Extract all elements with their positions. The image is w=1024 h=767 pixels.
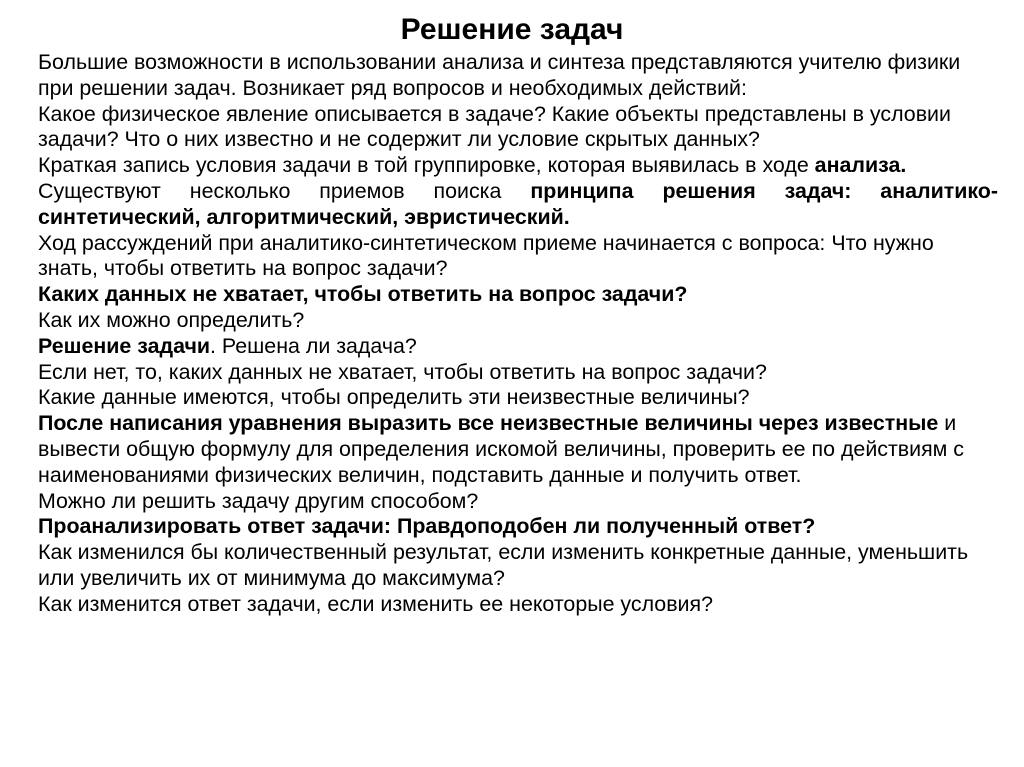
paragraph-reasoning: Ход рассуждений при аналитико-синтетическом приеме начинается с вопроса: Что нужно знать, чтобы ответить на вопрос задачи? <box>38 230 934 281</box>
short-notation-text: Краткая запись условия задачи в той группировке, которая выявилась в ходе <box>38 153 815 178</box>
paragraph-solution <box>38 334 998 360</box>
equation-text: и вывести общую формулу для определения искомой величины, проверить ее по действиям с наименованиями физических величин, подставить данные и получить ответ. <box>38 411 965 487</box>
paragraph-short-notation <box>38 153 998 179</box>
paragraph-intro: Большие возможности в использовании анализа и синтеза представляются учителю физики при решении задач. Возникает ряд вопросов и необходимых действий: <box>38 50 961 100</box>
paragraph-analyze-answer <box>38 514 998 540</box>
solution-bold: Решение задачи <box>38 333 211 358</box>
solution-text: . Решена ли задача? <box>210 333 417 358</box>
equation-bold: После написания уравнения выразить все неизвестные величины через известные <box>38 411 939 436</box>
paragraph-missing-data <box>38 282 998 308</box>
missing-data-bold: Каких данных не хватает, чтобы ответить на вопрос задачи? <box>38 282 688 307</box>
paragraph-available-data: Какие данные имеются, чтобы определить эти неизвестные величины? <box>38 385 750 410</box>
methods-bold: принципа решения задач: аналитико-синтетический, алгоритмический, эвристический. <box>38 178 998 229</box>
paragraph-if-not: Если нет, то, каких данных не хватает, чтобы ответить на вопрос задачи? <box>38 359 767 384</box>
short-notation-bold: анализа. <box>814 153 907 178</box>
paragraph-other-way: Можно ли решить задачу другим способом? <box>38 488 479 513</box>
slide-title: Решение задач <box>400 13 624 46</box>
paragraph-quantitative: Как изменился бы количественный результат, если изменить конкретные данные, уменьшить или увеличить их от минимума до максимума? <box>38 540 969 590</box>
methods-text: Существуют несколько приемов поиска <box>38 178 531 203</box>
paragraph-methods <box>38 179 998 231</box>
paragraph-equation <box>38 411 998 488</box>
paragraph-phenomenon-question: Какое физическое явление описывается в задаче? Какие объекты представлены в условии задачи? Что о них известно и не содержит ли условие скрытых данных? <box>38 101 951 152</box>
paragraph-change-conditions: Как изменится ответ задачи, если изменить ее некоторые условия? <box>38 591 713 616</box>
paragraph-how-determine: Как их можно определить? <box>38 307 305 332</box>
analyze-answer-bold: Проанализировать ответ задачи: Правдоподобен ли полученный ответ? <box>38 514 816 539</box>
slide-body <box>38 50 998 618</box>
